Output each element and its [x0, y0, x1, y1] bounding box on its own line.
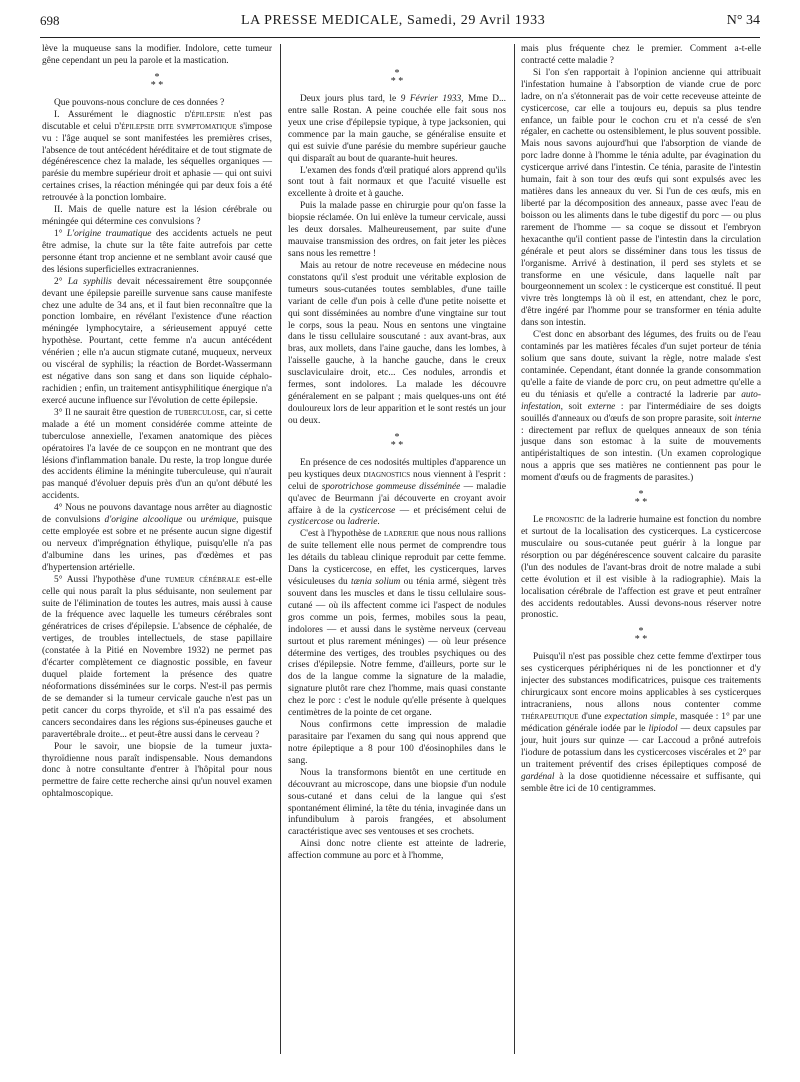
page-header: [40, 6, 760, 36]
section-ornament: * * *: [390, 431, 404, 451]
paragraph: Que pouvons-nous conclure de ces données ?: [54, 97, 225, 108]
section-ornament: * * *: [390, 68, 404, 87]
paragraph: Nous la transformons bientôt en une certitude en découvrant au microscope, dans une biopsie d'un nodule sous-cutané et dans celui de la langue qui s'est spontanément éliminé, la tête du ténia, invaginée dans un infundibulum à parois frangées, et absolument caractéristique avec ses ventouses et ses crochets.: [288, 767, 506, 838]
paragraph: Puis la malade passe en chirurgie pour qu'on fasse la biopsie réclamée. On lui enlève la tumeur cervicale, aussi les deux dorsales. Malheureusement, par suite d'une mauvaise transmission des ordres, on fait jeter les pièces sans nous les remettre !: [288, 201, 506, 259]
issue-number: N° 34: [726, 13, 760, 28]
paragraph: En présence de ces nodosités multiples d'apparence un peu kystiques deux diagnostics nous viennent à l'esprit : celui de sporotrichose gommeuse disséminée — maladie qu'avec de Beurmann j'ai découverte en croyant avoir affaire à de la cysticercose — et précisément celui de cysticercose ou ladrerie.: [288, 457, 507, 528]
paragraph: C'est donc en absorbant des légumes, des fruits ou de l'eau contaminés par les matières fécales d'un sujet porteur de ténia solium que sans doute, suivant la règle, notre malade s'est contaminée. Cependant, étant donnée la grande consommation qu'elle a faite de viande de porc cru, on peut admettre qu'elle a eu du téniasis et qu'elle a contracté la ladrerie par auto-infestation, soit externe : par l'intermédiaire de ses doigts souillés d'anneaux ou d'œufs de son propre parasite, soit interne : directement par reflux de quelques anneaux de son ténia jusque dans son estomac à la suite de mouvements antipéristaltiques de son intestin. (Un examen coprologique nous a appris que ses matières ne contiennent pas pour le moment d'œufs ou de fragments de parasites.): [521, 330, 761, 484]
paragraph: 5° Aussi l'hypothèse d'une tumeur cérébrale est-elle celle qui nous paraît la plus séduisante, non seulement par suite de l'élimination de toutes les autres, mais aussi à cause de la fréquence avec laquelle les tumeurs cérébrales sont génératrices de crises d'épilepsie. L'absence de céphalée, de vertiges, de troubles intellectuels, de stase papillaire (constatée à la Pitié en Novembre 1932) ne permet pas d'écarter complètement ce diagnostic possible, en faveur duquel plaide fortement la présence des quatre néoformations disséminées sur le corps. N'est-il pas permis de se demander si la tumeur cervicale gauche n'est pas un petit cancer du corps thyroïde, et s'il n'a pas essaimé des cancers secondaires dans les régions sus-épineuses gauche et paravertébrale droite... et peut-être aussi dans le cerveau ?: [42, 574, 272, 740]
section-ornament: * * *: [634, 626, 648, 646]
paragraph: lève la muqueuse sans la modifier. Indolore, cette tumeur gêne cependant un peu la parole et la mastication.: [42, 44, 272, 66]
column-divider: [514, 44, 515, 1054]
paragraph: 4° Nous ne pouvons davantage nous arrêter au diagnostic de convulsions d'origine alcoolique ou urémique, puisque cette employée est sobre et ne présente aucun signe digestif ou nerveux d'imprégnation éthylique, puisqu'elle n'a pas d'albumine dans les urines, pas d'œdèmes et pas d'hypertension artérielle.: [42, 503, 272, 573]
column-3: [521, 44, 761, 795]
header-rule: [40, 37, 760, 38]
column-2: [288, 44, 506, 863]
paragraph: Si l'on s'en rapportait à l'opinion ancienne qui attribuait l'infestation humaine à l'absorption de viande crue de porc ladre, on n'a s'étonnerait pas de voir cette receveuse atteinte de cysticercose, car elle a toujours eu, depuis sa plus tendre enfance, un faible pour le cochon cru et n'a cessé de s'en régaler, en cachette ou ostensiblement, le plus souvent possible. Mais nous savons aujourd'hui que l'absorption de viande de porc ladre donne à l'homme le ténia adulte, par évagination du cysticerque arrivé dans l'intestin. Ce ténia, parasite de l'intestin humain, fait à son tour des œufs qui sont expulsés avec les matières dans les anneaux du ver. Si l'un de ces œufs, mis en liberté par la décomposition des anneaux, passe avec l'eau de boisson ou les aliments dans le tube digestif du porc — ou plus rarement de l'homme — sa coque se dissout et l'embryon hexacanthe qu'il contient passe de l'intestin dans la circulation générale et peut alors se disséminer dans tous les tissus de l'organisme. Arrivé à destination, il perd ses stylets et se transforme en une vésicule, dans laquelle naît par bourgeonnement un scolex : le cysticerque est constitué. Il peut vivre très longtemps là où il est, en attendant, chez le porc, d'être ingéré par l'homme pour se transformer en ténia adulte dans son intestin.: [521, 67, 761, 329]
page-number: 698: [40, 13, 60, 28]
paragraph: C'est à l'hypothèse de ladrerie que nous nous rallions de suite tellement elle nous permet de comprendre tous les détails du tableau clinique reproduit par cette femme. Dans la cysticercose, en effet, les cysticerques, larves vésiculeuses du tænia solium ou ténia armé, siègent très souvent dans les muscles et dans le tissu cellulaire sous-cutané — où ils affectent comme ici l'aspect de nodules gros comme un pois, fermes, mobiles sous la peau, indolores — et aussi dans le système nerveux (cerveau surtout et plus rarement méninges) — où leur présence détermine des vertiges, des troubles psychiques ou des crises d'épilepsie. Notre femme, d'ailleurs, porte sur le dos de la langue comme la signature de la maladie, signature plutôt rare chez l'homme, mais quasi constante chez le porc : c'est le nodule qu'elle présente à quelques centimètres de la pointe de cet organe.: [288, 529, 506, 719]
paragraph: Ainsi donc notre cliente est atteinte de ladrerie, affection commune au porc et à l'homme,: [288, 839, 506, 862]
paragraph: Puisqu'il n'est pas possible chez cette femme d'extirper tous ses cysticerques périphériques ni de les ponctionner et d'y injecter des substances modificatrices, puisque ces traitements chirurgicaux sont encore moins applicables à ses cysticerques intracraniens, nous allons nous contenter comme thérapeutique d'une expectation simple, masquée : 1° par une médication générale iodée par le lipiodol — deux capsules par jour, huit jours sur quinze — car Laccoud a prôné autrefois l'iodure de potassium dans les cysticercoses viscérales et 2° par un traitement préventif des crises épileptiques composé de gardénal à la dose quotidienne nécessaire et suffisante, qui semble être ici de 10 centigrammes.: [521, 652, 761, 794]
journal-title: LA PRESSE MEDICALE, Samedi, 29 Avril 1933: [240, 13, 546, 28]
paragraph: Pour le savoir, une biopsie de la tumeur juxta-thyroïdienne nous paraît indispensable. Nous demandons donc à notre consultante d'entrer à l'hôpital pour nous permettre de faire cette recherche ainsi qu'un nouvel examen ophtalmoscopique.: [42, 741, 272, 800]
paragraph: 2° La syphilis devait nécessairement être soupçonnée devant une épilepsie pareille survenue sans cause manifeste chez une adulte de 34 ans, et il faut bien reconnaître que la ponction lombaire, en révélant l'existence d'une réaction méningée lymphocytaire, a sérieusement appuyé cette hypothèse. Pourtant, cette femme n'a aucun antécédent vénérien ; elle n'a aucun stigmate cutané, muqueux, nerveux ou viscéral de syphilis; la réaction de Bordet-Wassermann est négative dans son sang et dans son liquide céphalo-rachidien ; enfin, un traitement antisyphilitique énergique n'a exercé aucune influence sur l'évolution de cette épilepsie.: [42, 276, 272, 406]
paragraph: mais plus fréquente chez le premier. Comment a-t-elle contracté cette maladie ?: [521, 44, 761, 66]
paragraph: Le pronostic de la ladrerie humaine est fonction du nombre et surtout de la localisation des cysticerques. La cysticercose musculaire ou sous-cutanée peut guérir à la longue par résorption ou par dégénérescence souvent calcaire du parasite (l'un des nodules de l'avant-bras droit de notre malade a subi cette évolution et il est visible à la radiographie). Mais la localisation cérébrale de l'affection est grave et peut entraîner des accidents redoutables. Aussi devons-nous réserver notre pronostic.: [521, 515, 761, 621]
section-ornament: * * *: [634, 489, 648, 509]
column-1: [42, 44, 272, 801]
column-divider: [280, 44, 281, 1054]
paragraph: II. Mais de quelle nature est la lésion cérébrale ou méningée qui détermine ces convulsions ?: [42, 205, 272, 228]
paragraph: Nous confirmons cette impression de maladie parasitaire par l'examen du sang qui nous apprend que notre épileptique a 8 pour 100 d'éosinophiles dans le sang.: [288, 720, 506, 766]
paragraph: Mais au retour de notre receveuse en médecine nous constatons qu'il s'est produit une véritable explosion de tumeurs sous-cutanées toutes semblables, d'une taille variant de celle d'un pois à celle d'une petite noisette et qui sont disséminées au nombre d'une vingtaine sur tout le corps, sous la peau. Nous en sentons une vingtaine dans le tissu cellulaire souscutané : aux avant-bras, aux bras, aux mollets, dans l'aine gauche, dans les lombes, à l'aisselle gauche, à la hanche gauche, dans le creux susclaviculaire droit, etc... Ces nodules, arrondis et fermes, sont indolores. La malade les découvre généralement en se palpant ; mais quelques-uns ont été douloureux lors de leur apparition et le sont restés un jour ou deux.: [288, 260, 506, 426]
paragraph: I. Assurément le diagnostic d'épilepsie n'est pas discutable et celui d'épilepsie dite symptomatique s'impose vu : l'âge auquel se sont manifestées les premières crises, l'absence de tout antécédent héréditaire et de tout stigmate de dégénérescence chez la malade, les séquelles organiques — parésie du membre supérieur droit et aphasie — qui ont suivi certaines crises, la réaction méningée qui par deux fois a été retrouvée à la ponction lombaire.: [42, 109, 273, 204]
paragraph: 3° Il ne saurait être question de tuberculose, car, si cette malade a été un moment considérée comme atteinte de tuberculose annexielle, l'examen anatomique des pièces opératoires l'a lavée de ce soupçon en ne montrant que des lésions d'inflammation banale. Du reste, la trop longue durée des accidents élimine la méningite tuberculeuse, qui n'aurait pas manqué d'évoluer depuis près d'un an qu'ont débuté les accidents.: [42, 407, 272, 502]
paragraph: 1° L'origine traumatique des accidents actuels ne peut être admise, la chute sur la tête faite autrefois par cette personne étant trop ancienne et ne semblant avoir causé que des lésions superficielles extracraniennes.: [42, 228, 272, 275]
paragraph: L'examen des fonds d'œil pratiqué alors apprend qu'ils sont tout à fait normaux et que l'acuité visuelle est excellente à droite et à gauche.: [288, 165, 506, 200]
section-ornament: * * *: [150, 71, 164, 91]
paragraph: Deux jours plus tard, le 9 Février 1933, Mme D... entre salle Rostan. A peine couchée elle fait sous nos yeux une crise d'épilepsie typique, à type jacksonien, qui commence par la main gauche, se généralise ensuite et qui est suivie d'une parésie du membre supérieur gauche qui disparaît au bout de quarante-huit heures.: [288, 94, 506, 164]
